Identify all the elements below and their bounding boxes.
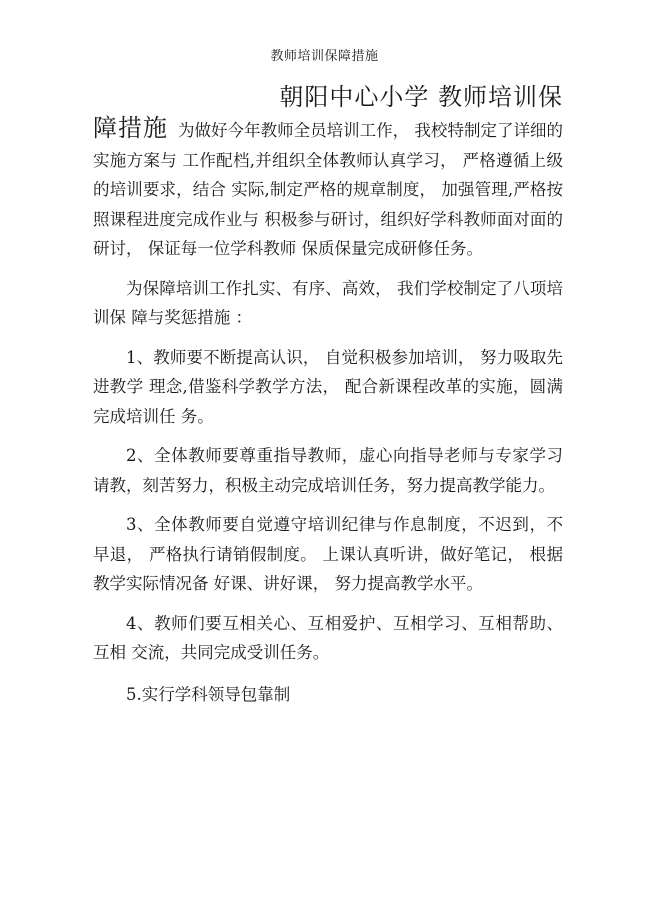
paragraph-overview: 为保障培训工作扎实、有序、高效， 我们学校制定了八项培训保 障与奖惩措施 ： (93, 278, 563, 327)
document-title-line1: 朝阳中心小学 教师培训保 (279, 83, 563, 111)
intro-text: 为做好今年教师全员培训工作， 我校特制定了详细的实施方案与 工作配档,并组织全体教师认真学习， 严格遵循上级的培训要求，结合 实际,制定严格的规章制度， 加强管理,严格按照课程进度完成作业与 积极参与研讨，组织好学科教师面对面的研讨， 保证每一位学科教师 保质保量完成研修任务。 (93, 121, 563, 258)
paragraph-measure-1: 1、教师要不断提高认识， 自觉积极参加培训， 努力吸取先进教学 理念,借鉴科学教学方法， 配合新课程改革的实施，圆满完成培训任 务。 (93, 347, 563, 426)
paragraph-measure-4: 4、教师们要互相关心、互相爱护、互相学习、互相帮助、互相 交流，共同完成受训任务。 (93, 613, 563, 662)
paragraph-measure-2: 2、全体教师要尊重指导教师，虚心向指导老师与专家学习请教，刻苦努力，积极主动完成培训任务，努力提高教学能力。 (93, 446, 563, 495)
intro-paragraph (93, 114, 563, 264)
running-header: 教师培训保障措施 (270, 49, 379, 64)
paragraph-measure-3: 3、全体教师要自觉遵守培训纪律与作息制度，不迟到，不早退， 严格执行请销假制度。 上课认真听讲，做好笔记， 根据教学实际情况备 好课、讲好课， 努力提高教学水平。 (93, 515, 563, 593)
paragraph-measure-5: 5.实行学科领导包靠制 (126, 684, 291, 704)
document-title-line2: 障措施 (93, 114, 169, 142)
document-body (93, 82, 563, 709)
